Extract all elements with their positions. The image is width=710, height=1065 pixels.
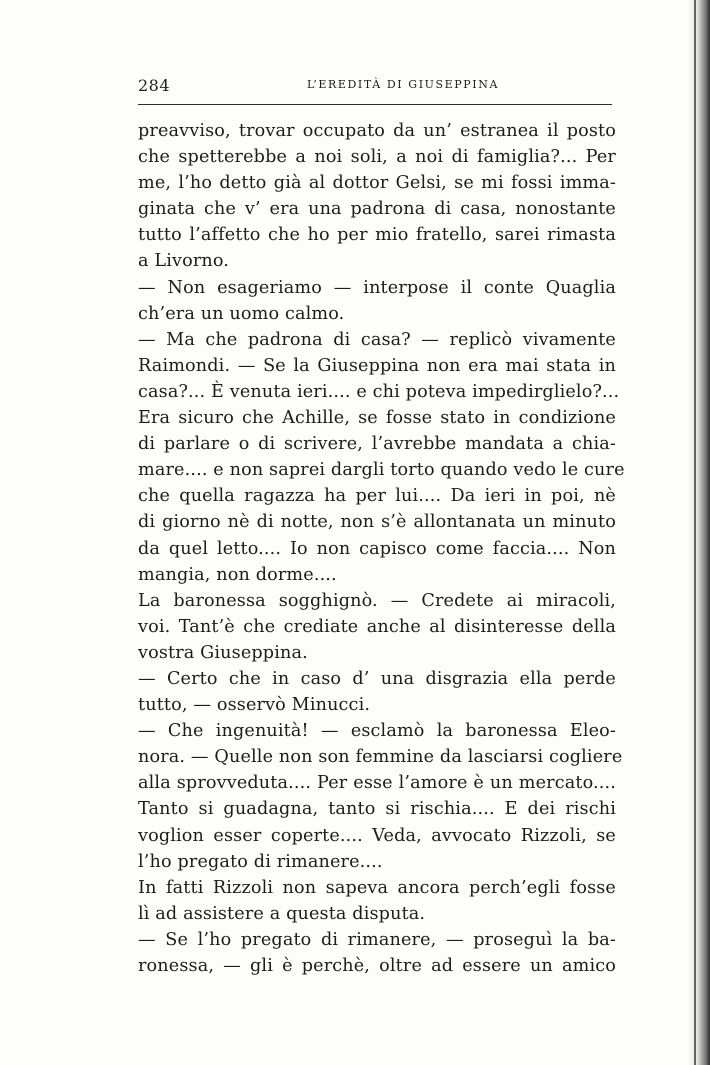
- text-line: — Che ingenuità! — esclamò la baronessa Eleo-: [138, 721, 616, 742]
- page-number: 284: [138, 76, 171, 95]
- text-line: da quel letto.... Io non capisco come faccia.... Non: [138, 538, 616, 559]
- running-head: L’EREDITÀ DI GIUSEPPINA: [307, 78, 499, 91]
- text-line: tutto l’affetto che ho per mio fratello, sarei rimasta: [138, 225, 616, 246]
- text-line: Raimondi. — Se la Giuseppina non era mai stata in: [138, 355, 616, 376]
- text-line: Tanto si guadagna, tanto si rischia.... E dei rischi: [138, 799, 616, 820]
- text-line: In fatti Rizzoli non sapeva ancora perch’egli fosse: [138, 877, 616, 898]
- text-line: nora. — Quelle non son femmine da lasciarsi cogliere: [138, 747, 623, 768]
- body-text: [138, 118, 625, 979]
- text-line: — Non esageriamo — interpose il conte Quaglia: [138, 277, 616, 298]
- text-line: me, l’ho detto già al dottor Gelsi, se mi fossi imma-: [138, 173, 616, 194]
- text-line: voi. Tant’è che crediate anche al disinteresse della: [138, 616, 616, 637]
- text-line: ginata che v’ era una padrona di casa, nonostante: [138, 199, 616, 220]
- text-line: — Ma che padrona di casa? — replicò vivamente: [138, 329, 616, 350]
- text-line: — Certo che in caso d’ una disgrazia ella perde: [138, 668, 616, 689]
- text-line: di parlare o di scrivere, l’avrebbe mandata a chia-: [138, 434, 616, 455]
- text-line: lì ad assistere a questa disputa.: [138, 903, 426, 924]
- text-line: preavviso, trovar occupato da un’ estranea il posto: [138, 121, 616, 141]
- text-line: ch’era un uomo calmo.: [138, 303, 345, 324]
- header-rule: [138, 104, 612, 105]
- text-line: vostra Giuseppina.: [138, 642, 308, 663]
- page-header: [138, 74, 612, 98]
- text-line: di giorno nè di notte, non s’è allontanata un minuto: [138, 512, 616, 533]
- text-line: alla sprovveduta.... Per esse l’amore è un mercato....: [138, 773, 616, 794]
- text-line: che quella ragazza ha per lui.... Da ieri in poi, nè: [138, 486, 616, 507]
- text-line: che spetterebbe a noi soli, a noi di famiglia?... Per: [138, 147, 616, 168]
- text-line: a Livorno.: [138, 251, 230, 272]
- page-edge-line: [694, 0, 696, 1065]
- text-line: tutto, — osservò Minucci.: [138, 695, 371, 716]
- text-line: mare.... e non saprei dargli torto quando vedo le cure: [138, 460, 625, 481]
- text-line: voglion esser coperte.... Veda, avvocato Rizzoli, se: [138, 825, 616, 846]
- text-line: mangia, non dorme....: [138, 564, 337, 585]
- text-line: La baronessa sogghignò. — Credete ai miracoli,: [138, 590, 616, 611]
- text-line: Era sicuro che Achille, se fosse stato in condizione: [138, 408, 616, 429]
- text-line: ronessa, — gli è perchè, oltre ad essere un amico: [138, 956, 616, 976]
- text-line: l’ho pregato di rimanere....: [138, 851, 383, 872]
- page-edge-shadow: [688, 0, 710, 1065]
- text-line: casa?... È venuta ieri.... e chi poteva impedirglielo?...: [138, 381, 620, 402]
- text-line: — Se l’ho pregato di rimanere, — proseguì la ba-: [138, 929, 616, 950]
